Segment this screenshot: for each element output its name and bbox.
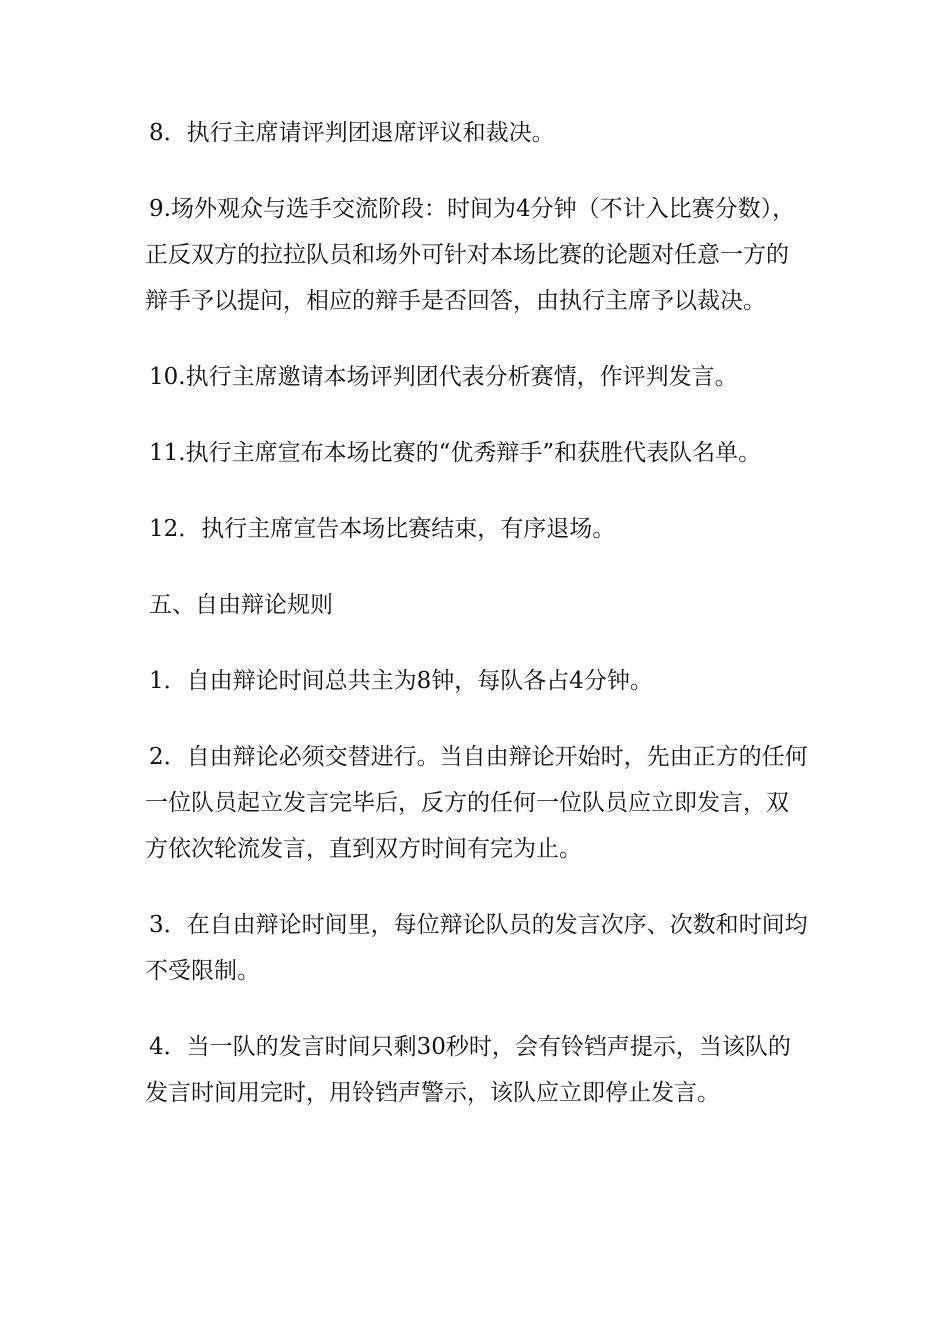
rule-item-3: 3．在自由辩论时间里，每位辩论队员的发言次序、次数和时间均不受限制。 [145, 912, 808, 984]
paragraph-item-10: 10.执行主席邀请本场评判团代表分析赛情，作评判发言。 [149, 364, 738, 390]
rule-item-4: 4．当一队的发言时间只剩30秒时，会有铃铛声提示，当该队的发言时间用完时，用铃铛声警示，该队应立即停止发言。 [145, 1034, 791, 1106]
paragraph-item-8: 8．执行主席请评判团退席评议和裁决。 [149, 120, 555, 146]
rule-item-1: 1．自由辩论时间总共主为8钟，每队各占4分钟。 [149, 668, 653, 694]
section-heading-free-debate-rules: 五、自由辩论规则 [149, 592, 333, 618]
paragraph-item-11: 11.执行主席宣布本场比赛的“优秀辩手”和获胜代表队名单。 [149, 440, 762, 466]
paragraph-item-12: 12．执行主席宣告本场比赛结束，有序退场。 [149, 516, 616, 542]
paragraph-item-9: 9.场外观众与选手交流阶段：时间为4分钟（不计入比赛分数），正反双方的拉拉队员和场外可针对本场比赛的论题对任意一方的辩手予以提问，相应的辩手是否回答，由执行主席予以裁决。 [145, 196, 796, 314]
rule-item-2: 2．自由辩论必须交替进行。当自由辩论开始时，先由正方的任何一位队员起立发言完毕后，反方的任何一位队员应立即发言，双方依次轮流发言，直到双方时间有完为止。 [145, 744, 808, 862]
document-body [145, 110, 810, 1146]
